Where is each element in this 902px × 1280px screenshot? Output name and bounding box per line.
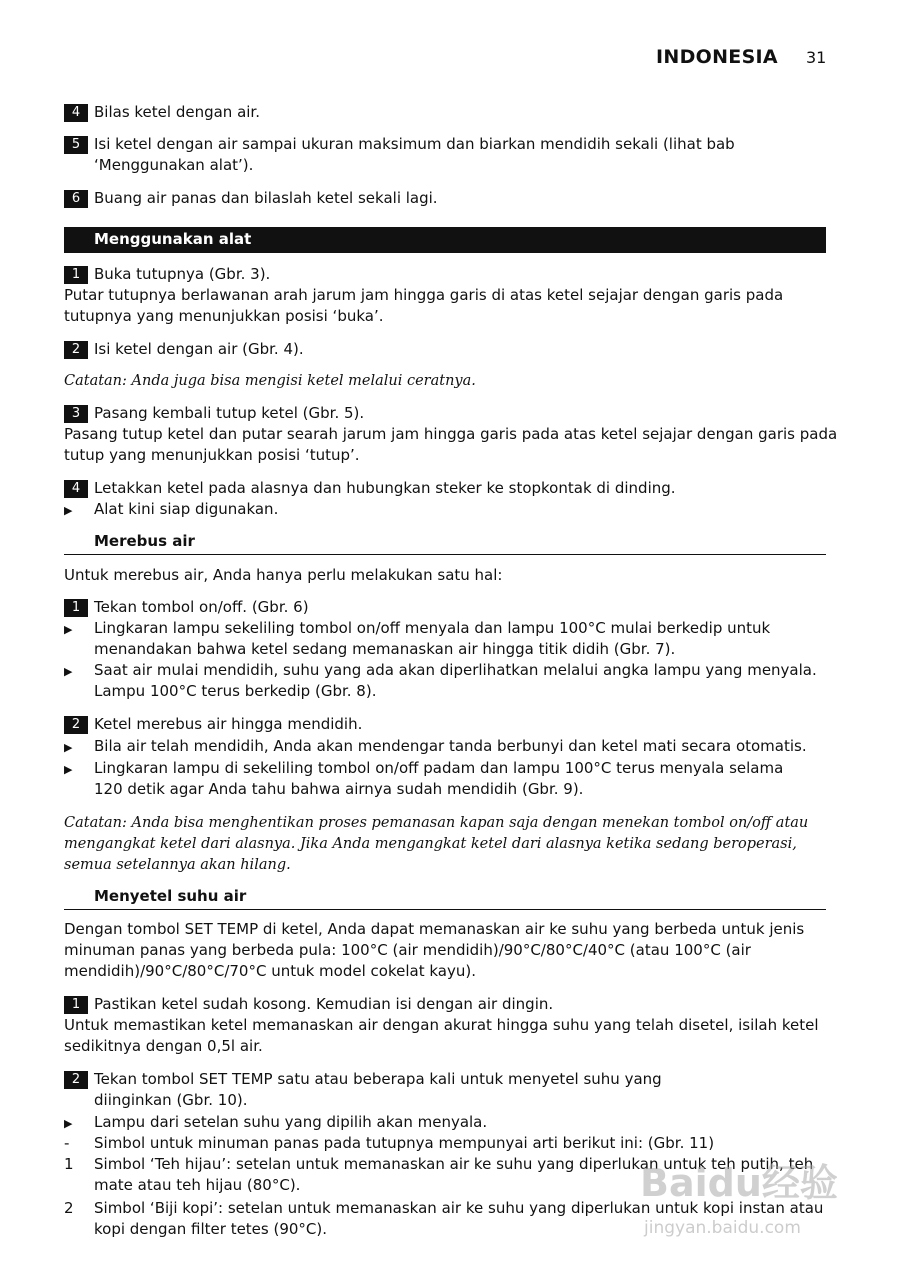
intro-text: Dengan tombol SET TEMP di ketel, Anda dapat memanaskan air ke suhu yang berbeda untuk jenis	[64, 920, 805, 938]
list-text: mate atau teh hijau (80°C).	[94, 1176, 301, 1194]
bullet-arrow-icon: ▶	[64, 623, 73, 636]
step-text: Isi ketel dengan air (Gbr. 4).	[94, 340, 304, 358]
watermark-logo: Baidu经验	[640, 1161, 838, 1205]
bullet-arrow-icon: ▶	[64, 1117, 73, 1130]
watermark-url: jingyan.baidu.com	[644, 1218, 801, 1238]
step-description: tutupnya yang menunjukkan posisi ‘buka’.	[64, 307, 384, 325]
step-description: Pasang tutup ketel dan putar searah jarum jam hingga garis pada atas ketel sejajar dengan garis pada	[64, 425, 838, 443]
baidu-watermark	[640, 1158, 850, 1270]
step-number-badge: 4	[64, 104, 88, 122]
note-text: Catatan: Anda juga bisa mengisi ketel melalui ceratnya.	[64, 373, 476, 389]
result-text: Lampu 100°C terus berkedip (Gbr. 8).	[94, 682, 377, 700]
header-language: INDONESIA	[656, 46, 778, 68]
step-description: Untuk memastikan ketel memanaskan air dengan akurat hingga suhu yang telah disetel, isilah ketel	[64, 1016, 819, 1034]
intro-text: mendidih)/90°C/80°C/70°C untuk model cokelat kayu).	[64, 962, 476, 980]
result-text: menandakan bahwa ketel sedang memanaskan air hingga titik didih (Gbr. 7).	[94, 640, 676, 658]
list-text: kopi dengan filter tetes (90°C).	[94, 1220, 328, 1238]
step-text: Buang air panas dan bilaslah ketel sekali lagi.	[94, 189, 438, 207]
list-number: 2	[64, 1199, 74, 1217]
section-header-bar	[64, 227, 826, 253]
step-text: Pasang kembali tutup ketel (Gbr. 5).	[94, 404, 365, 422]
intro-text: minuman panas yang berbeda pula: 100°C (air mendidih)/90°C/80°C/40°C (atau 100°C (air	[64, 941, 751, 959]
step-text: Tekan tombol SET TEMP satu atau beberapa kali untuk menyetel suhu yang	[94, 1070, 662, 1088]
result-text: Lingkaran lampu di sekeliling tombol on/off padam dan lampu 100°C terus menyala selama	[94, 759, 784, 777]
step-number-badge: 2	[64, 1071, 88, 1089]
page-number: 31	[806, 48, 827, 67]
step-text: Isi ketel dengan air sampai ukuran maksimum dan biarkan mendidih sekali (lihat bab	[94, 135, 735, 153]
list-text: Simbol untuk minuman panas pada tutupnya mempunyai arti berikut ini: (Gbr. 11)	[94, 1134, 715, 1152]
subsection-title: Merebus air	[94, 532, 195, 550]
step-text: Buka tutupnya (Gbr. 3).	[94, 265, 271, 283]
step-text: Tekan tombol on/off. (Gbr. 6)	[94, 598, 309, 616]
bullet-arrow-icon: ▶	[64, 741, 73, 754]
step-number-badge: 6	[64, 190, 88, 208]
intro-text: Untuk merebus air, Anda hanya perlu melakukan satu hal:	[64, 566, 503, 584]
step-number-badge: 2	[64, 716, 88, 734]
subsection-title: Menyetel suhu air	[94, 887, 247, 905]
step-number-badge: 5	[64, 136, 88, 154]
subsection-rule	[64, 909, 826, 910]
step-number-badge: 1	[64, 266, 88, 284]
result-text: Lampu dari setelan suhu yang dipilih akan menyala.	[94, 1113, 488, 1131]
list-text: Simbol ‘Biji kopi’: setelan untuk memanaskan air ke suhu yang diperlukan untuk kopi instan atau	[94, 1199, 824, 1217]
result-text: Alat kini siap digunakan.	[94, 500, 279, 518]
step-text: Pastikan ketel sudah kosong. Kemudian isi dengan air dingin.	[94, 995, 554, 1013]
note-text: mengangkat ketel dari alasnya. Jika Anda mengangkat ketel dari alasnya ketika sedang beroperasi,	[64, 836, 797, 852]
step-number-badge: 1	[64, 996, 88, 1014]
list-text: Simbol ‘Teh hijau’: setelan untuk memanaskan air ke suhu yang diperlukan untuk teh putih, teh	[94, 1155, 814, 1173]
step-number-badge: 4	[64, 480, 88, 498]
subsection-rule	[64, 554, 826, 555]
step-text: ‘Menggunakan alat’).	[94, 156, 254, 174]
note-text: Catatan: Anda bisa menghentikan proses pemanasan kapan saja dengan menekan tombol on/off atau	[64, 815, 809, 831]
step-text: Ketel merebus air hingga mendidih.	[94, 715, 363, 733]
result-text: Bila air telah mendidih, Anda akan mendengar tanda berbunyi dan ketel mati secara otomatis.	[94, 737, 807, 755]
dash-marker: -	[64, 1134, 70, 1152]
step-number-badge: 1	[64, 599, 88, 617]
result-text: Saat air mulai mendidih, suhu yang ada akan diperlihatkan melalui angka lampu yang menyala.	[94, 661, 817, 679]
step-number-badge: 3	[64, 405, 88, 423]
step-description: Putar tutupnya berlawanan arah jarum jam hingga garis di atas ketel sejajar dengan garis pada	[64, 286, 784, 304]
result-text: Lingkaran lampu sekeliling tombol on/off menyala dan lampu 100°C mulai berkedip untuk	[94, 619, 771, 637]
step-number-badge: 2	[64, 341, 88, 359]
step-description: tutup yang menunjukkan posisi ‘tutup’.	[64, 446, 360, 464]
bullet-arrow-icon: ▶	[64, 763, 73, 776]
step-text: Letakkan ketel pada alasnya dan hubungkan steker ke stopkontak di dinding.	[94, 479, 676, 497]
note-text: semua setelannya akan hilang.	[64, 857, 291, 873]
result-text: 120 detik agar Anda tahu bahwa airnya sudah mendidih (Gbr. 9).	[94, 780, 584, 798]
list-number: 1	[64, 1155, 74, 1173]
step-text: diinginkan (Gbr. 10).	[94, 1091, 248, 1109]
step-text: Bilas ketel dengan air.	[94, 103, 260, 121]
section-title: Menggunakan alat	[94, 230, 252, 248]
step-description: sedikitnya dengan 0,5l air.	[64, 1037, 263, 1055]
bullet-arrow-icon: ▶	[64, 504, 73, 517]
bullet-arrow-icon: ▶	[64, 665, 73, 678]
